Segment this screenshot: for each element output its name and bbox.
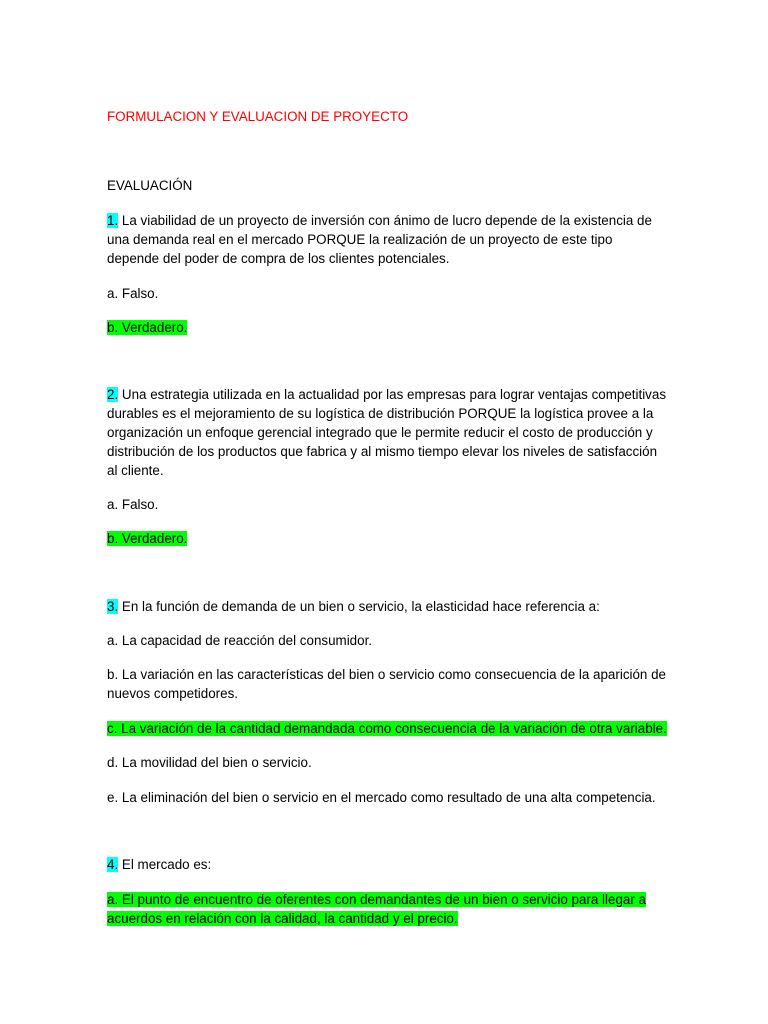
question-number: 3. xyxy=(107,599,119,614)
option-text: a. La capacidad de reacción del consumidor. xyxy=(107,633,373,648)
answer-option xyxy=(107,788,667,807)
option-text: b. La variación en las características del bien o servicio como consecuencia de la aparición de nuevos competidores. xyxy=(107,667,666,701)
answer-option-correct xyxy=(107,529,667,548)
option-text-highlighted: b. Verdadero. xyxy=(107,531,188,546)
answer-option xyxy=(107,284,667,303)
option-text-highlighted: b. Verdadero. xyxy=(107,320,188,335)
question-text: El mercado es: xyxy=(121,857,212,872)
answer-option xyxy=(107,665,667,703)
question-text: En la función de demanda de un bien o servicio, la elasticidad hace referencia a: xyxy=(121,599,600,614)
option-text: e. La eliminación del bien o servicio en el mercado como resultado de una alta competencia. xyxy=(107,790,656,805)
answer-option xyxy=(107,631,667,650)
question-number: 4. xyxy=(107,857,119,872)
answer-option xyxy=(107,753,667,772)
question-number: 2. xyxy=(107,387,119,402)
option-text-highlighted: a. El punto de encuentro de oferentes con demandantes de un bien o servicio para llegar a acuerdos en relación con la calidad, la cantidad y el precio. xyxy=(107,892,646,926)
question-2 xyxy=(107,385,667,480)
question-number: 1. xyxy=(107,213,119,228)
question-1 xyxy=(107,211,667,268)
option-text: a. Falso. xyxy=(107,497,159,512)
answer-option xyxy=(107,495,667,514)
answer-option-correct xyxy=(107,318,667,337)
option-text-highlighted: c. La variación de la cantidad demandada como consecuencia de la variación de otra variable. xyxy=(107,721,667,736)
question-text: La viabilidad de un proyecto de inversión con ánimo de lucro depende de la existencia de una demanda real en el mercado PORQUE la realización de un proyecto de este tipo depende del poder de compra de los clientes potenciales. xyxy=(107,213,652,266)
answer-option-correct xyxy=(107,719,667,738)
section-heading: EVALUACIÓN xyxy=(107,178,193,193)
question-4 xyxy=(107,855,667,874)
question-3 xyxy=(107,597,667,616)
option-text: d. La movilidad del bien o servicio. xyxy=(107,755,312,770)
question-text: Una estrategia utilizada en la actualidad por las empresas para lograr ventajas competitivas durables es el mejoramiento de su logística de distribución PORQUE la logística provee a la organización un enfoque gerencial integrado que le permite reducir el costo de producción y distribución de los productos que fabrica y al mismo tiempo elevar los niveles de satisfacción al cliente. xyxy=(107,387,667,478)
document-title: FORMULACION Y EVALUACION DE PROYECTO xyxy=(107,109,409,124)
answer-option-correct xyxy=(107,890,667,928)
option-text: a. Falso. xyxy=(107,286,159,301)
